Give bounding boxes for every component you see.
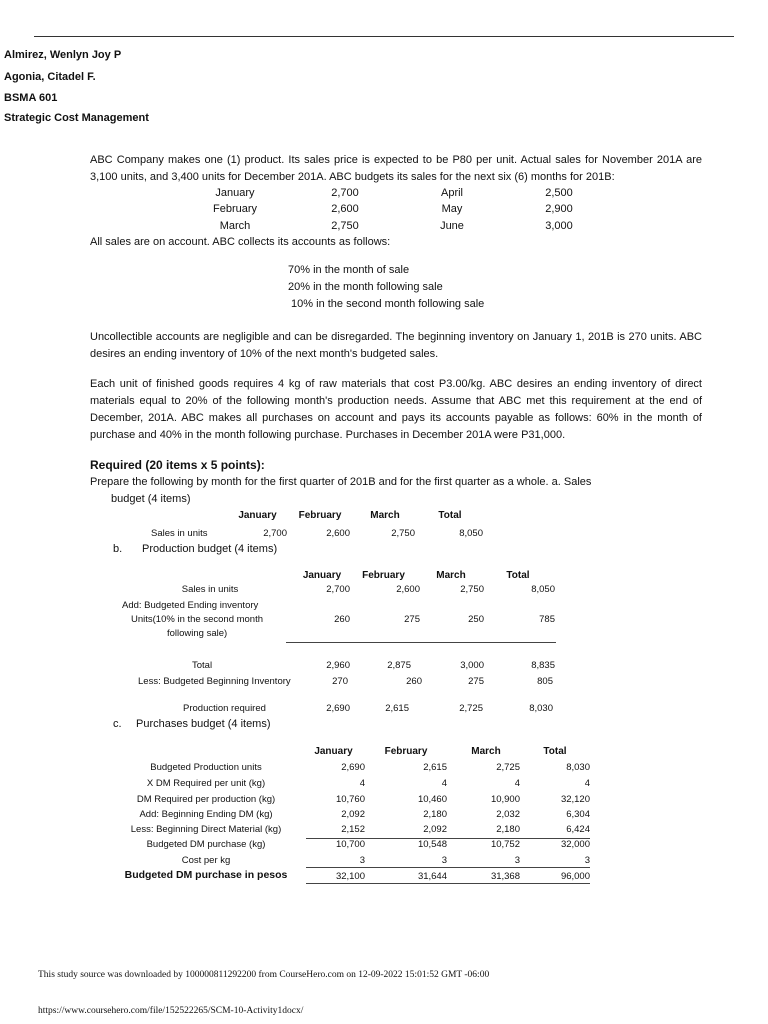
section-label: BSMA 601 [4, 92, 58, 104]
table-cell: 2,725 [496, 762, 520, 773]
table-cell: 2,600 [326, 528, 350, 539]
table-cell: 4 [359, 778, 365, 789]
table-cell: 3 [584, 855, 590, 866]
table-cell: 31,644 [417, 871, 447, 882]
table-cell: 8,835 [531, 660, 555, 671]
month-value: 3,000 [545, 220, 573, 232]
table-cell: 2,092 [341, 809, 365, 820]
table-cell: 2,750 [460, 584, 484, 595]
table-cell: 8,050 [531, 584, 555, 595]
column-header: Total [438, 510, 462, 521]
table-cell: 6,424 [566, 824, 590, 835]
column-header: January [238, 510, 277, 521]
month-value: 2,500 [545, 187, 573, 199]
column-header: March [436, 570, 466, 581]
row-label: following sale) [167, 628, 228, 639]
source-url[interactable]: https://www.coursehero.com/file/152522265/SCM-10-Activity1docx/ [38, 1006, 304, 1016]
month-value: 2,750 [331, 220, 359, 232]
table-cell: 275 [468, 676, 484, 687]
total-rule [286, 642, 556, 643]
column-header: January [302, 570, 342, 581]
table-cell: 2,092 [423, 824, 447, 835]
table-cell: 2,690 [326, 703, 350, 714]
table-cell: 10,900 [490, 794, 520, 805]
table-cell: 4 [584, 778, 590, 789]
table-cell: 2,615 [385, 703, 409, 714]
inventory-paragraph: Uncollectible accounts are negligible and can be disregarded. The beginning inventory on January 1, 201B is 270 units. ABC desires an ending inventory of 10% of the next month's budgeted sales. [90, 331, 702, 360]
table-cell: 6,304 [566, 809, 590, 820]
column-header: February [384, 746, 428, 757]
materials-paragraph: Each unit of finished goods requires 4 kg of raw materials that cost P3.00/kg. ABC desires an ending inventory of direct materials equal to 20% of the following month's production needs. Assume that ABC met this requirement at the end of December, 201A. ABC makes all purchases on account and pays its accounts payable as follows: 60% in the month of purchase and 40% in the month following purchase. Purchases in December 201A were P31,000. [90, 378, 702, 441]
column-header: March [471, 746, 501, 757]
table-cell: 260 [406, 676, 422, 687]
table-cell: 4 [514, 778, 520, 789]
table-cell: 3 [359, 855, 365, 866]
top-rule [34, 36, 734, 37]
student-name-2: Agonia, Citadel F. [4, 71, 96, 83]
course-title: Strategic Cost Management [4, 112, 149, 124]
month-value: 2,600 [331, 203, 359, 215]
row-label: X DM Required per unit (kg) [146, 778, 266, 789]
table-cell: 2,690 [341, 762, 365, 773]
table-cell: 2,152 [341, 824, 365, 835]
total-rule [306, 867, 590, 868]
table-cell: 260 [334, 614, 350, 625]
table-cell: 3 [514, 855, 520, 866]
student-name-1: Almirez, Wenlyn Joy P [4, 49, 122, 61]
row-label: Cost per kg [181, 855, 231, 866]
table-cell: 785 [539, 614, 555, 625]
row-label: Budgeted DM purchase (kg) [146, 839, 266, 850]
table-cell: 2,700 [263, 528, 287, 539]
month-label: June [440, 220, 464, 232]
table-cell: 2,032 [496, 809, 520, 820]
month-value: 2,900 [545, 203, 573, 215]
table-cell: 4 [441, 778, 447, 789]
table-cell: 2,180 [423, 809, 447, 820]
table-cell: 2,615 [423, 762, 447, 773]
section-title: Production budget (4 items) [142, 543, 278, 555]
table-cell: 96,000 [560, 871, 590, 882]
column-header: January [314, 746, 353, 757]
row-label: Less: Beginning Direct Material (kg) [130, 824, 282, 835]
table-cell: 2,180 [496, 824, 520, 835]
table-cell: 270 [332, 676, 348, 687]
table-cell: 3 [441, 855, 447, 866]
download-notice: This study source was downloaded by 100000811292200 from CourseHero.com on 12-09-2022 15:01:52 GMT -06:00 [38, 970, 490, 980]
table-cell: 10,460 [417, 794, 447, 805]
row-label: Add: Budgeted Ending inventory [122, 600, 259, 611]
collection-line: 10% in the second month following sale [288, 298, 485, 310]
month-label: January [215, 187, 255, 199]
table-cell: 10,548 [417, 839, 447, 850]
table-cell: 8,030 [529, 703, 553, 714]
required-title: Required (20 items x 5 points): [90, 458, 265, 472]
column-header: February [298, 510, 342, 521]
table-cell: 250 [468, 614, 484, 625]
month-value: 2,700 [331, 187, 359, 199]
row-label: Sales in units [151, 528, 208, 539]
required-text: budget (4 items) [111, 493, 191, 505]
row-label: Budgeted Production units [150, 762, 262, 773]
collection-line: 20% in the month following sale [288, 281, 443, 293]
section-title: Purchases budget (4 items) [136, 718, 271, 730]
table-cell: 805 [537, 676, 553, 687]
table-cell: 2,750 [391, 528, 415, 539]
table-cell: 10,700 [335, 839, 365, 850]
column-header: February [362, 570, 405, 581]
table-cell: 8,030 [566, 762, 590, 773]
row-label: Budgeted DM purchase in pesos [124, 869, 288, 881]
table-cell: 31,368 [490, 871, 520, 882]
month-label: February [212, 203, 258, 215]
table-cell: 32,000 [560, 839, 590, 850]
row-label: Sales in units [181, 584, 239, 595]
table-cell: 10,752 [490, 839, 520, 850]
section-letter: b. [113, 543, 123, 555]
table-cell: 8,050 [459, 528, 483, 539]
table-cell: 10,760 [335, 794, 365, 805]
table-cell: 2,700 [326, 584, 350, 595]
month-label: May [441, 203, 463, 215]
table-cell: 3,000 [460, 660, 484, 671]
row-label: Total [192, 660, 213, 671]
column-header: March [370, 510, 400, 521]
table-cell: 2,875 [387, 660, 411, 671]
table-cell: 2,960 [326, 660, 350, 671]
table-cell: 2,725 [459, 703, 483, 714]
month-label: March [219, 220, 251, 232]
month-label: April [440, 187, 463, 199]
intro-paragraph: ABC Company makes one (1) product. Its sales price is expected to be P80 per unit. Actual sales for November 201A are 3,100 units, and 3,400 units for December 201A. ABC budgets its sales for the next six (6) months for 201B: [90, 154, 702, 183]
double-rule-top [306, 883, 590, 884]
column-header: Total [543, 746, 567, 757]
section-letter: c. [113, 718, 122, 730]
row-label: Less: Budgeted Beginning Inventory [138, 676, 291, 687]
column-header: Total [506, 570, 530, 581]
row-label: Add: Beginning Ending DM (kg) [139, 809, 273, 820]
table-cell: 2,600 [396, 584, 420, 595]
table-cell: 32,100 [335, 871, 365, 882]
collect-intro: All sales are on account. ABC collects its accounts as follows: [90, 236, 391, 248]
row-label: Production required [183, 703, 266, 714]
collection-line: 70% in the month of sale [288, 264, 410, 276]
table-cell: 275 [404, 614, 420, 625]
row-label: Units(10% in the second month [131, 614, 264, 625]
row-label: DM Required per production (kg) [136, 794, 276, 805]
table-cell: 32,120 [560, 794, 590, 805]
required-text: Prepare the following by month for the first quarter of 201B and for the first quarter as a whole. a. Sales [90, 476, 592, 488]
